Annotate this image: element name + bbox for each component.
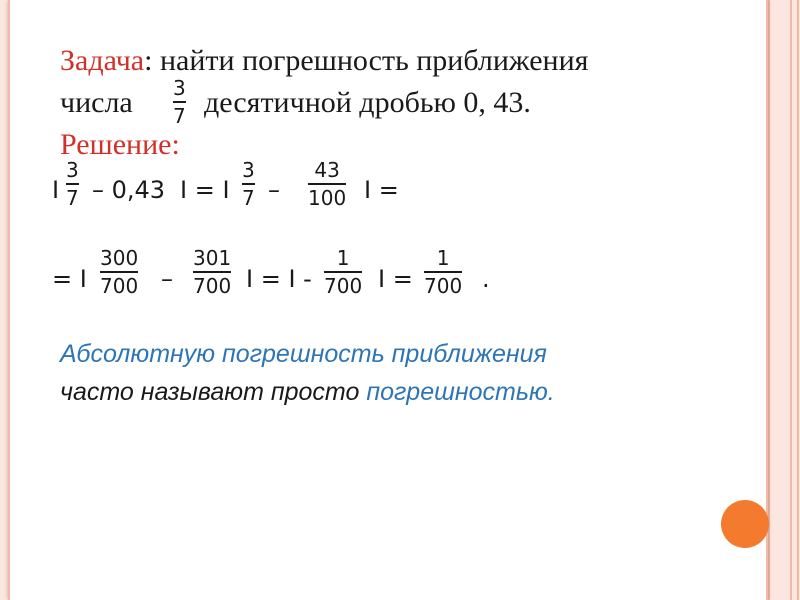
fraction-numerator: 300 (100, 246, 139, 270)
decor-line (790, 0, 792, 600)
math1-eq-2: I = (364, 176, 399, 204)
fraction-bar (100, 271, 138, 273)
math2-end: . (482, 265, 490, 293)
fraction-numerator: 3 (242, 158, 255, 182)
fraction-bar (424, 271, 462, 273)
fraction-numerator: 3 (173, 76, 186, 100)
math2-minus: – (161, 265, 173, 293)
note-line-2 (60, 378, 555, 407)
fraction-bar (308, 183, 346, 185)
solution-label: Решение: (60, 128, 180, 161)
fraction-bar (193, 271, 231, 273)
math1-fraction-1 (66, 160, 79, 208)
slide-border-right (766, 0, 768, 600)
math1-minus-value: – 0,43 (92, 176, 166, 204)
math2-mid: I = I - (246, 265, 312, 293)
problem-line-1 (60, 44, 588, 78)
fraction-denominator: 700 (424, 274, 463, 298)
decor-circle (721, 500, 769, 548)
fraction-denominator: 700 (100, 274, 139, 298)
problem-fraction (173, 78, 186, 126)
fraction-bar (242, 183, 255, 185)
math2-fraction-4 (424, 248, 462, 296)
fraction-numerator: 43 (314, 158, 340, 182)
math2-start: = I (52, 265, 87, 293)
problem-text-a: : найти погрешность приближения (144, 44, 589, 77)
math2-fraction-3 (324, 248, 362, 296)
fraction-bar (173, 101, 186, 103)
fraction-denominator: 7 (242, 186, 255, 210)
fraction-denominator: 7 (173, 104, 186, 128)
note-highlight: погрешностью. (366, 378, 555, 406)
problem-line-2 (60, 86, 133, 120)
note-line-1: Абсолютную погрешность приближения (60, 340, 547, 368)
decor-line (797, 0, 799, 600)
math2-fraction-2 (193, 248, 231, 296)
math1-minus: – (268, 176, 280, 204)
fraction-bar (66, 183, 79, 185)
problem-text-c: десятичной дробью 0, 43. (204, 86, 531, 119)
fraction-numerator: 1 (436, 246, 450, 270)
math1-fraction-2 (242, 160, 255, 208)
fraction-numerator: 1 (336, 246, 350, 270)
fraction-denominator: 700 (193, 274, 232, 298)
problem-text-b: числа (60, 86, 133, 119)
note-plain: часто называют просто (60, 378, 360, 406)
math2-fraction-1 (100, 248, 138, 296)
math-bar: I (52, 176, 60, 204)
math2-eq: I = (378, 265, 413, 293)
decor-line (768, 0, 770, 600)
math1-eq-1: I = I (180, 176, 230, 204)
fraction-numerator: 301 (193, 246, 232, 270)
fraction-denominator: 700 (324, 274, 363, 298)
fraction-numerator: 3 (66, 158, 79, 182)
slide-border-left (8, 0, 10, 600)
math1-fraction-3 (308, 160, 346, 208)
slide (8, 0, 768, 600)
fraction-bar (324, 271, 362, 273)
problem-label: Задача (60, 44, 145, 77)
fraction-denominator: 7 (66, 186, 79, 210)
fraction-denominator: 100 (308, 186, 347, 210)
